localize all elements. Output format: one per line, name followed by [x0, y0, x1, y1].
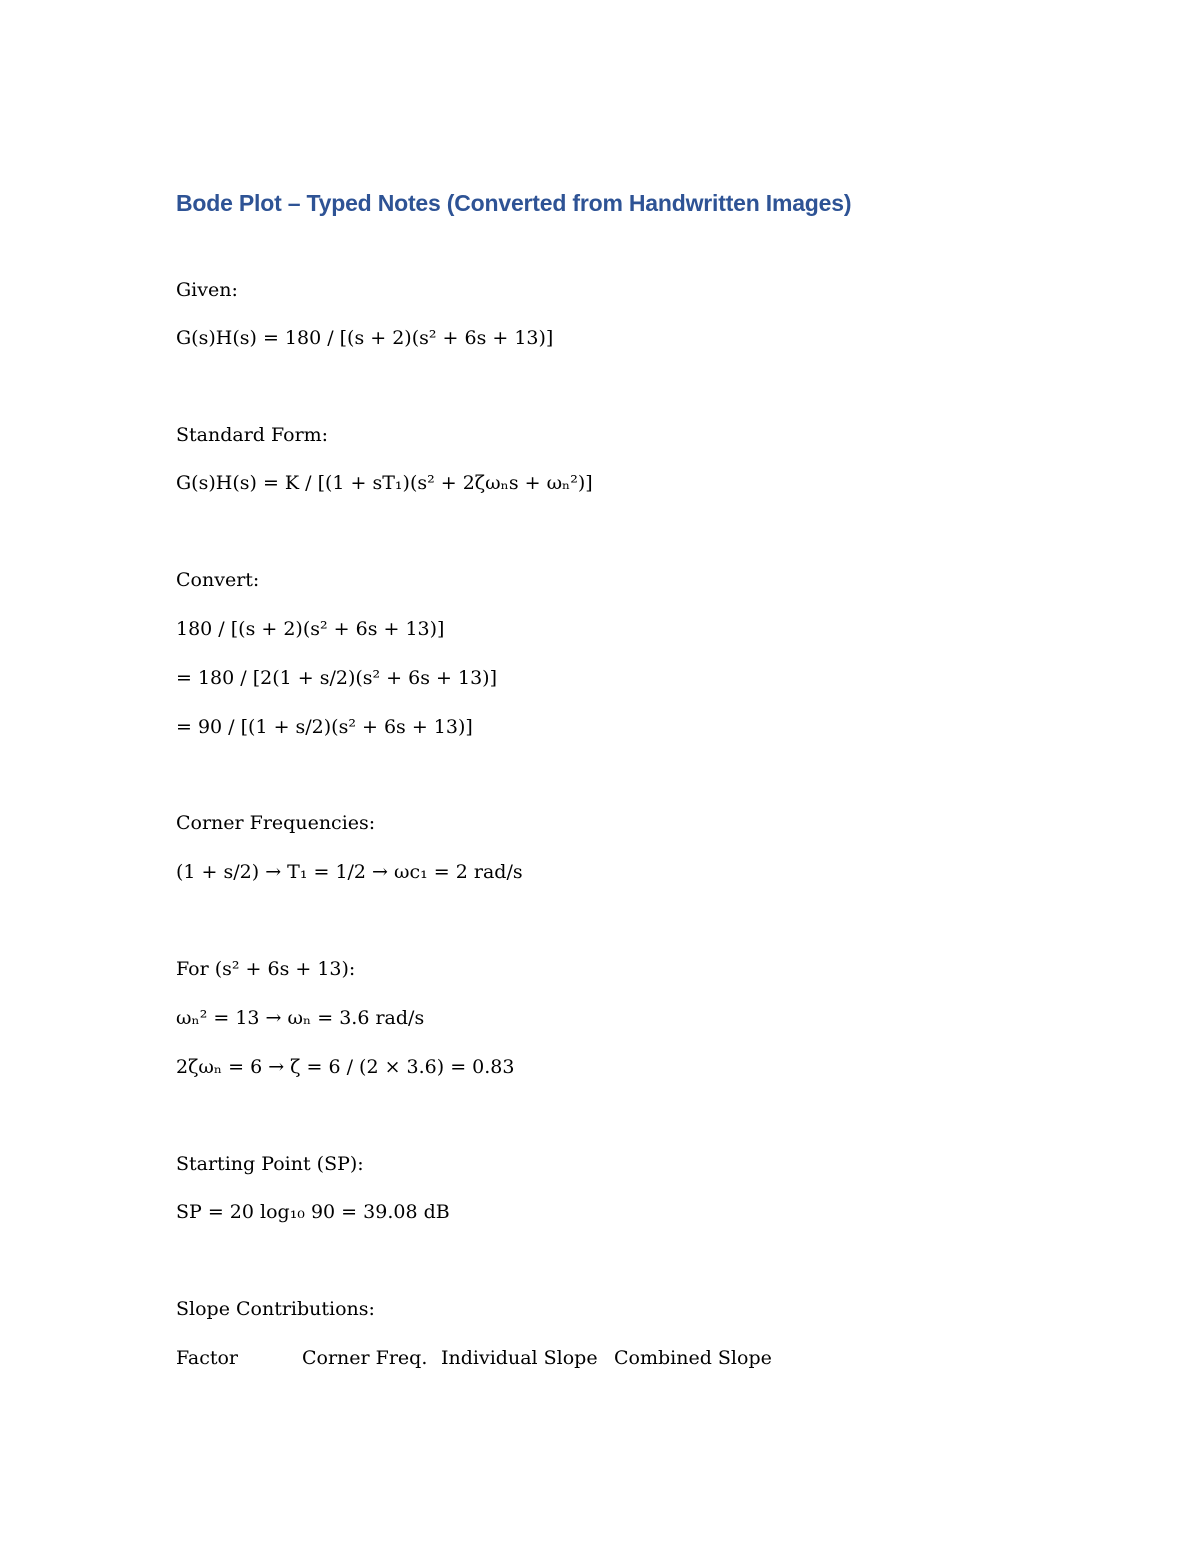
- standard-form-heading: Standard Form:: [176, 424, 329, 446]
- convert-step-2: = 180 / [2(1 + s/2)(s² + 6s + 13)]: [176, 667, 497, 689]
- starting-point-heading: Starting Point (SP):: [176, 1153, 364, 1175]
- given-equation: G(s)H(s) = 180 / [(s + 2)(s² + 6s + 13)]: [176, 327, 554, 349]
- table-header-corner-freq: Corner Freq.: [302, 1347, 428, 1369]
- table-header-combined-slope: Combined Slope: [614, 1347, 772, 1369]
- starting-point-line: SP = 20 log₁₀ 90 = 39.08 dB: [176, 1201, 450, 1223]
- document-title: Bode Plot – Typed Notes (Converted from Handwritten Images): [176, 190, 852, 216]
- standard-form-equation: G(s)H(s) = K / [(1 + sT₁)(s² + 2ζωₙs + ωₙ²)]: [176, 472, 593, 494]
- corner-frequency-line: (1 + s/2) → T₁ = 1/2 → ωc₁ = 2 rad/s: [176, 861, 523, 883]
- given-heading: Given:: [176, 279, 238, 301]
- convert-heading: Convert:: [176, 569, 260, 591]
- natural-frequency-line: ωₙ² = 13 → ωₙ = 3.6 rad/s: [176, 1007, 425, 1029]
- convert-step-3: = 90 / [(1 + s/2)(s² + 6s + 13)]: [176, 716, 473, 738]
- quadratic-heading: For (s² + 6s + 13):: [176, 958, 356, 980]
- table-header-factor: Factor: [176, 1347, 239, 1369]
- table-header-individual-slope: Individual Slope: [441, 1347, 598, 1369]
- damping-ratio-line: 2ζωₙ = 6 → ζ = 6 / (2 × 3.6) = 0.83: [176, 1056, 515, 1078]
- convert-step-1: 180 / [(s + 2)(s² + 6s + 13)]: [176, 618, 445, 640]
- corner-frequencies-heading: Corner Frequencies:: [176, 812, 376, 834]
- slope-contributions-heading: Slope Contributions:: [176, 1298, 375, 1320]
